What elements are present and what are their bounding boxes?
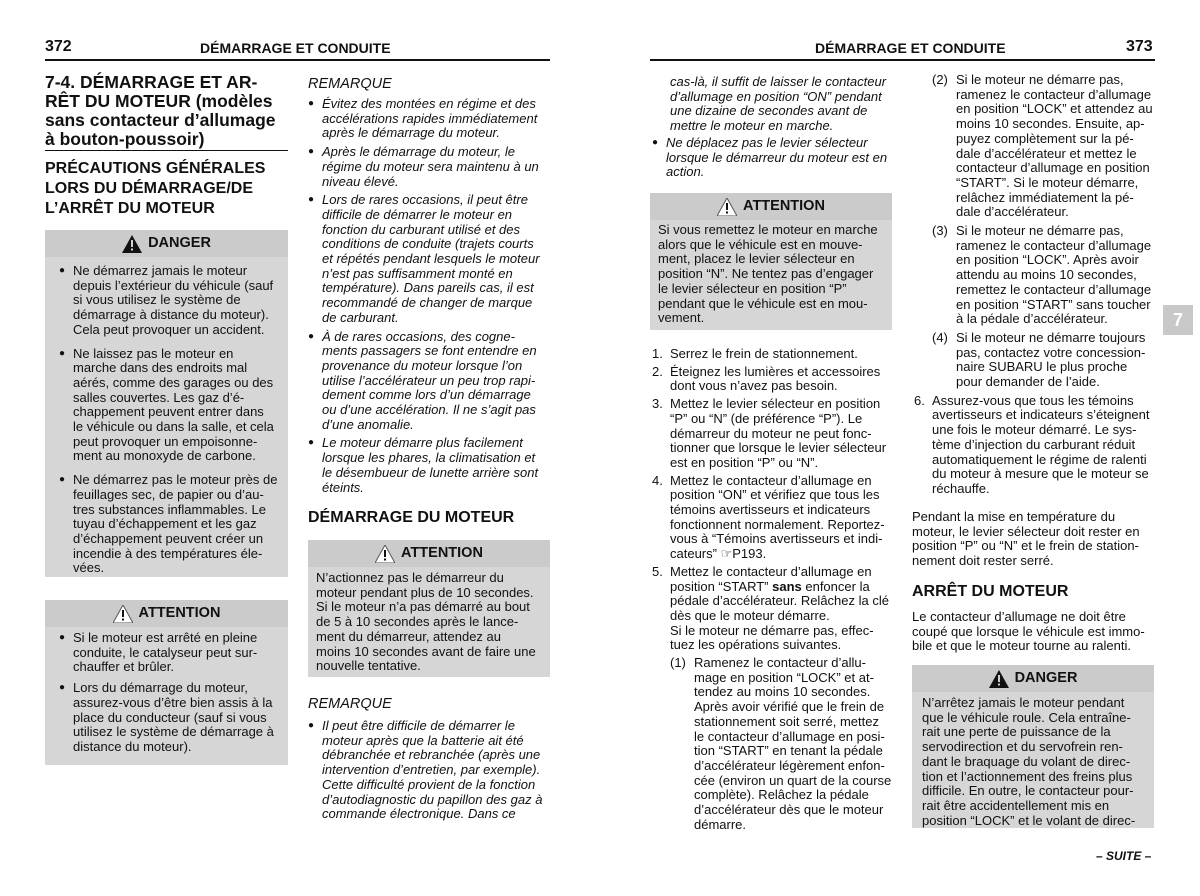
list-item: ● Il peut être difficile de démarrer le moteur après que la batterie ait été débranchée et rebranchée (après une intervention d’entretien, par exemple). Cette difficulté provient de la fonction d’autodiagnostic du papillon des gaz à commande électronique. Dans ce bbox=[304, 719, 554, 822]
remarque-list bbox=[304, 97, 554, 501]
attention-header bbox=[650, 193, 892, 220]
attention-label: ATTENTION bbox=[743, 198, 825, 215]
attention-label: ATTENTION bbox=[401, 545, 483, 562]
list-item: ● À de rares occasions, des cogne- ments passagers se font entendre en provenance du moteur lorsque l’on utilise l’accélérateur un peu trop rapi- dement comme lors d’un démarrage ou d’une accélération. Il ne s’agit pas d’une anomalie. bbox=[304, 330, 554, 433]
step-item: 3. Mettez le levier sélecteur en position “P” ou “N” (de préférence “P”). Le démarreur du moteur ne peut fonc- tionner que lorsque le levier sélecteur est en position “P” ou “N”. bbox=[652, 396, 887, 470]
header-rule-left bbox=[45, 59, 550, 61]
step-item: 5. Mettez le contacteur d’allumage en position “START” sans enfoncer la pédale d’accélérateur. Relâchez la clé dès que le moteur démarre. Si le moteur ne démarre pas, effec- tuez les opérations suivantes. bbox=[652, 563, 889, 653]
header-rule-right bbox=[650, 59, 1155, 61]
section-title: 7-4. DÉMARRAGE ET AR- RÊT DU MOTEUR (modèles sans contacteur d’allumage à bouton-poussoir) bbox=[45, 72, 276, 149]
warmup-paragraph: Pendant la mise en température du moteur, le levier sélecteur doit rester en position “P” ou “N” et le frein de station- nement doit rester serré. bbox=[912, 509, 1140, 569]
bullet-icon: ● bbox=[308, 194, 315, 206]
step-item: 4. Mettez le contacteur d’allumage en position “ON” et vérifiez que tous les témoins avertisseurs et indicateurs fonctionnent normalement. Reportez- vous à “Témoins avertisseurs et indi- cateurs” ☞P193. bbox=[652, 472, 885, 562]
continued-footer: – SUITE – bbox=[1096, 849, 1152, 863]
bullet-icon: ● bbox=[308, 720, 315, 731]
bullet-icon: ● bbox=[59, 682, 66, 694]
precautions-title: PRÉCAUTIONS GÉNÉRALES LORS DU DÉMARRAGE/DE L’ARRÊT DU MOTEUR bbox=[45, 160, 266, 217]
warning-icon bbox=[113, 605, 133, 623]
bullet-icon: ● bbox=[308, 437, 315, 449]
remarque-list bbox=[648, 136, 900, 186]
bullet-icon: ● bbox=[308, 146, 315, 158]
bullet-icon: ● bbox=[59, 265, 66, 276]
danger-box bbox=[912, 665, 1154, 828]
list-item: ● Le moteur démarre plus facilement lorsque les phares, la climatisation et le désembueur de lunette arrière sont éteints. bbox=[304, 436, 554, 495]
remarque-label: REMARQUE bbox=[308, 76, 392, 92]
page-number-left: 372 bbox=[45, 38, 72, 55]
danger-label: DANGER bbox=[148, 235, 211, 252]
substep-item: (2) Si le moteur ne démarre pas, ramenez le contacteur d’allumage en position “LOCK” et attendez au moins 10 secondes. Ensuite, ap- puyez complètement sur la pé- dale d’accélérateur et mettez le contacteur d’allumage en position “START”. Si le moteur démarre, relâchez immédiatement la pé- dale d’accélérateur. bbox=[932, 72, 1153, 220]
list-item: ● Lors de rares occasions, il peut être difficile de démarrer le moteur en fonction du carburant utilisé et des conditions de conduite (trajets courts et répétés pendant lesquels le moteur n’est pas suffisamment monté en température). Dans pareils cas, il est recommandé de changer de marque de carburant. bbox=[304, 193, 554, 325]
danger-header bbox=[45, 230, 288, 257]
arret-title: ARRÊT DU MOTEUR bbox=[912, 583, 1069, 600]
bullet-icon: ● bbox=[308, 98, 315, 109]
attention-box bbox=[308, 540, 550, 677]
danger-label: DANGER bbox=[1014, 670, 1078, 687]
list-item: ● Après le démarrage du moteur, le régime du moteur sera maintenu à un niveau élevé. bbox=[304, 145, 554, 189]
warning-icon bbox=[989, 670, 1009, 688]
page-number-right: 373 bbox=[1126, 38, 1153, 55]
attention-text: Si vous remettez le moteur en marche alors que le véhicule est en mouve- ment, placez le levier sélecteur en position “N”. Ne tentez pas d’engager le levier sélecteur en position “P” pendant que le véhicule est en mou- vement. bbox=[658, 222, 878, 326]
list-item: ● Évitez des montées en régime et des accélérations rapides immédiatement après le démarrage du moteur. bbox=[304, 97, 554, 141]
arret-paragraph: Le contacteur d’allumage ne doit être coupé que lorsque le véhicule est immo- bile et que le moteur tourne au ralenti. bbox=[912, 609, 1145, 654]
remarque-label: REMARQUE bbox=[308, 696, 392, 712]
attention-text: N’actionnez pas le démarreur du moteur pendant plus de 10 secondes. Si le moteur n’a pas démarré au bout de 5 à 10 secondes après le lance- ment du démarreur, attendez au moins 10 secondes avant de faire une nouvelle tentative. bbox=[316, 570, 536, 674]
list-item: ● Lors du démarrage du moteur, assurez-vous d’être bien assis à la place du conducteur (sauf si vous utilisez le système de démarrage à distance du moteur). bbox=[55, 681, 278, 755]
steps-list bbox=[650, 347, 900, 836]
substep-item: (3) Si le moteur ne démarre pas, ramenez le contacteur d’allumage en position “LOCK”. Après avoir attendu au moins 10 secondes, remettez le contacteur d’allumage en position “START” sans toucher à la pédale d’accélérateur. bbox=[932, 223, 1152, 327]
danger-box bbox=[45, 230, 288, 577]
bullet-icon: ● bbox=[308, 330, 315, 342]
danger-header bbox=[912, 665, 1154, 692]
list-item: ● Ne laissez pas le moteur en marche dans des endroits mal aérés, comme des garages ou des salles couvertes. Les gaz d’é- chappement peuvent entrer dans le véhicule ou dans la salle, et cela peut provoquer un empoisonne- ment au monoxyde de carbone. bbox=[55, 347, 278, 465]
list-item: ● Ne déplacez pas le levier sélecteur lorsque le démarreur du moteur est en action. bbox=[648, 136, 900, 180]
step-item: 2. Éteignez les lumières et accessoires dont vous n’avez pas besoin. bbox=[652, 363, 881, 394]
attention-label: ATTENTION bbox=[138, 605, 221, 622]
header-title-right: DÉMARRAGE ET CONDUITE bbox=[815, 40, 1006, 56]
warning-icon bbox=[717, 198, 737, 216]
demarrage-title: DÉMARRAGE DU MOTEUR bbox=[308, 509, 515, 526]
danger-text: N’arrêtez jamais le moteur pendant que le véhicule roule. Cela entraîne- rait une perte de puissance de la servodirection et du servofrein ren- dant le braquage du volant de direc- tion et l’actionnement des freins plus difficile. En outre, le contacteur pour- rait être accidentellement mis en position “LOCK” et le volant de direc- bbox=[922, 695, 1136, 828]
warning-icon bbox=[375, 545, 395, 563]
header-title-left: DÉMARRAGE ET CONDUITE bbox=[200, 40, 391, 56]
list-item: ● Ne démarrez pas le moteur près de feuillages sec, de papier ou d’au- tres substances inflammables. Le tuyau d’échappement et les gaz d’échappement peuvent créer un incendie à des températures éle- vées. bbox=[55, 473, 278, 576]
remarque-continuation: cas-là, il suffit de laisser le contacteur d’allumage en position “ON” pendant une dizaine de secondes avant de mettre le moteur en marche. bbox=[670, 74, 887, 134]
bullet-icon: ● bbox=[59, 347, 66, 359]
steps-list-continued bbox=[912, 73, 1162, 500]
attention-header bbox=[45, 600, 288, 627]
remarque-list bbox=[304, 719, 554, 828]
bullet-icon: ● bbox=[59, 632, 66, 643]
attention-header bbox=[308, 540, 550, 567]
bullet-icon: ● bbox=[652, 137, 659, 148]
list-item: ● Ne démarrez jamais le moteur depuis l’extérieur du véhicule (sauf si vous utilisez le système de démarrage à distance du moteur). Cela peut provoquer un accident. bbox=[55, 264, 278, 338]
warning-icon bbox=[122, 235, 142, 253]
attention-box bbox=[45, 600, 288, 765]
substep-item: (1) Ramenez le contacteur d’allu- mage en position “LOCK” et at- tendez au moins 10 secondes. Après avoir vérifié que le frein de stationnement soit serré, mettez le contacteur d’allumage en posi- tion “START” en tenant la pédale d’accélérateur légèrement enfon- cée (environ un quart de la course complète). Relâchez la pédale d’accélérateur dès que le moteur démarre. bbox=[670, 655, 892, 832]
list-item: ● Si le moteur est arrêté en pleine conduite, le catalyseur peut sur- chauffer et brûler. bbox=[55, 631, 278, 675]
chapter-tab[interactable]: 7 bbox=[1163, 305, 1193, 335]
section-rule bbox=[45, 150, 288, 151]
attention-box bbox=[650, 193, 892, 330]
substep-item: (4) Si le moteur ne démarre toujours pas, contactez votre concession- naire SUBARU le plus proche pour demander de l’aide. bbox=[932, 329, 1146, 390]
bullet-icon: ● bbox=[59, 474, 66, 486]
step-item: 1. Serrez le frein de stationnement. bbox=[652, 346, 858, 361]
step-item: 6. Assurez-vous que tous les témoins avertisseurs et indicateurs s’éteignent une fois le moteur démarré. Le sys- tème d’injection du carburant réduit automatiquement le régime de ralenti du moteur à mesure que le moteur se réchauffe. bbox=[914, 392, 1150, 496]
